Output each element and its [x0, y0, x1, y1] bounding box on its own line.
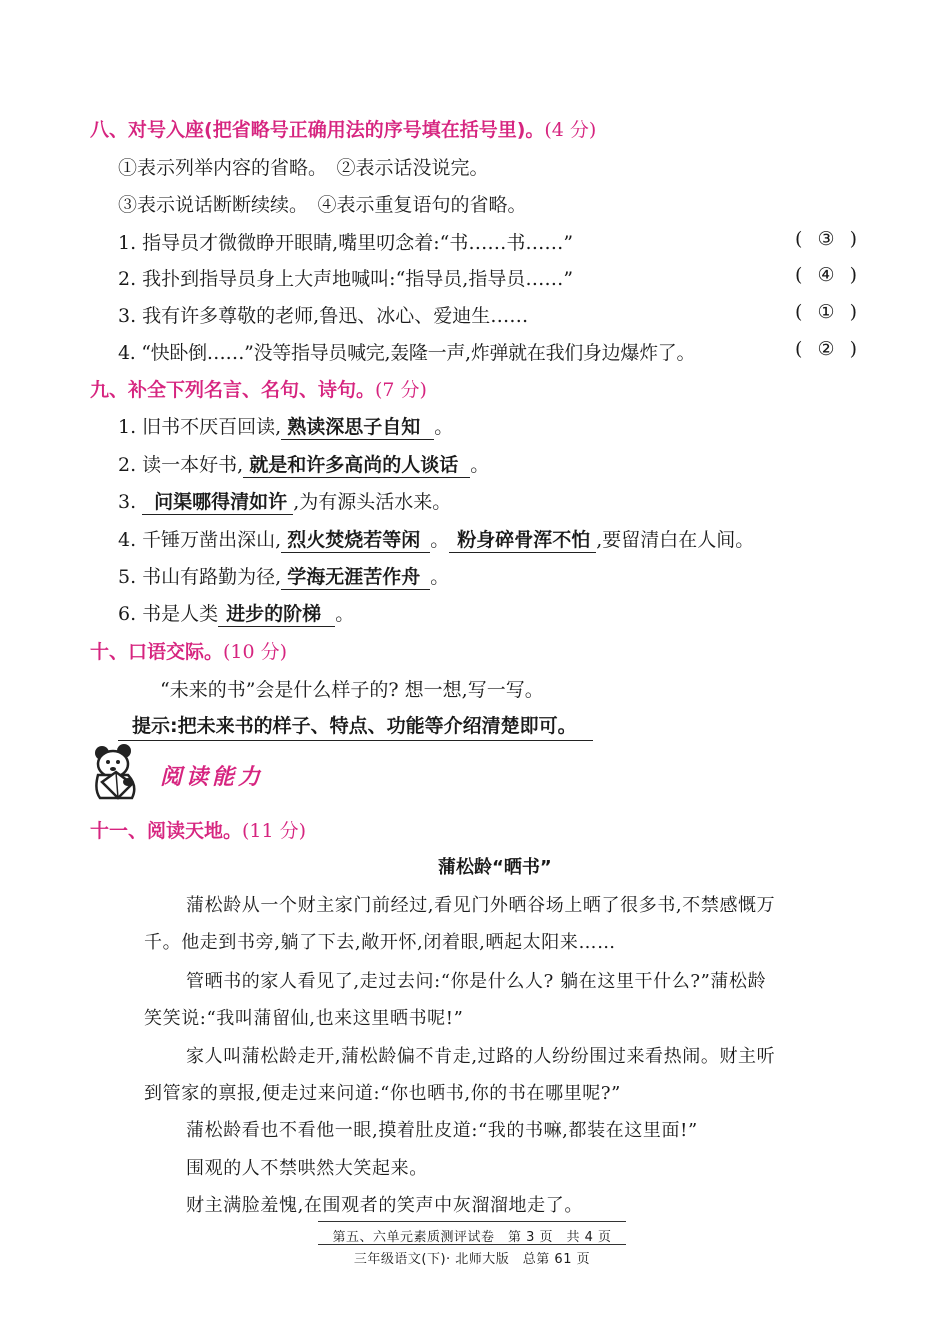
story-title: 蒲松龄“晒书” — [438, 857, 552, 878]
filled-answer: 烈火焚烧若等闲 — [281, 530, 430, 553]
section10-prompt: “未来的书”会是什么样子的? 想一想,写一写。 — [160, 679, 544, 701]
section8-item-4: 4. “快卧倒……”没等指导员喊完,轰隆一声,炸弹就在我们身边爆炸了。 — [118, 342, 696, 364]
paren-close: ) — [849, 228, 857, 250]
filled-answer: 进步的阶梯 — [218, 604, 335, 627]
section9-item-1 — [118, 412, 453, 440]
answer-paren-1 — [795, 228, 857, 250]
section9-item-5 — [118, 562, 449, 590]
section11-points: (11 分) — [242, 820, 307, 842]
paren-answer: ③ — [817, 228, 835, 250]
item-prefix: 5. 书山有路勤为径, — [118, 566, 282, 588]
section8-item-1: 1. 指导员才微微睁开眼睛,嘴里叨念着:“书……书……” — [118, 232, 574, 254]
item-suffix: 。 — [335, 603, 355, 625]
paren-answer: ② — [817, 338, 835, 360]
paren-close: ) — [849, 301, 857, 323]
footer-rule — [318, 1221, 626, 1222]
section10-hint-line — [118, 711, 593, 741]
answer-paren-2 — [795, 264, 857, 286]
story-line: 千。他走到书旁,躺了下去,敞开怀,闭着眼,晒起太阳来…… — [144, 932, 616, 953]
section8-heading — [90, 115, 596, 142]
section10-title: 十、口语交际。 — [90, 641, 224, 663]
section9-heading — [90, 375, 427, 402]
section8-item-2: 2. 我扑到指导员身上大声地喊叫:“指导员,指导员……” — [118, 268, 574, 290]
reading-ability-banner: 阅读能力 — [160, 765, 265, 790]
item-prefix: 6. 书是人类 — [118, 603, 219, 625]
paren-answer: ④ — [817, 264, 835, 286]
item-suffix: 。 — [434, 416, 454, 438]
section11-heading — [90, 816, 306, 843]
section8-options-row2: ③表示说话断断续续。 ④表示重复语句的省略。 — [118, 194, 527, 216]
filled-answer: 粉身碎骨浑不怕 — [449, 530, 596, 553]
paren-close: ) — [849, 338, 857, 360]
story-line: 蒲松龄从一个财主家门前经过,看见门外晒谷场上晒了很多书,不禁感慨万 — [186, 895, 776, 916]
item-suffix: ,要留清白在人间。 — [596, 529, 755, 551]
section9-points: (7 分) — [375, 379, 427, 401]
footer-divider — [318, 1244, 626, 1245]
paren-close: ) — [849, 264, 857, 286]
item-prefix: 1. 旧书不厌百回读, — [118, 416, 282, 438]
filled-answer: 熟读深思子自知 — [281, 417, 434, 440]
section8-points: (4 分) — [544, 119, 597, 141]
bear-reading-icon — [88, 742, 160, 802]
paren-open: ( — [795, 264, 803, 286]
story-line: 家人叫蒲松龄走开,蒲松龄偏不肯走,过路的人纷纷围过来看热闹。财主听 — [186, 1046, 776, 1067]
item-suffix: 。 — [470, 454, 490, 476]
section10-heading — [90, 637, 287, 664]
section10-hint: 提示:把未来书的样子、特点、功能等介绍清楚即可。 — [118, 711, 593, 741]
section8-item-3: 3. 我有许多尊敬的老师,鲁迅、冰心、爱迪生…… — [118, 305, 529, 327]
section8-options-row1: ①表示列举内容的省略。 ②表示话没说完。 — [118, 157, 489, 179]
story-line: 围观的人不禁哄然大笑起来。 — [186, 1158, 428, 1179]
paren-answer: ① — [817, 301, 835, 323]
section9-item-2 — [118, 450, 489, 478]
answer-paren-4 — [795, 338, 857, 360]
filled-answer: 就是和许多高尚的人谈话 — [243, 455, 470, 478]
paren-open: ( — [795, 228, 803, 250]
filled-answer: 问渠哪得清如许 — [142, 492, 293, 515]
section10-points: (10 分) — [223, 641, 288, 663]
story-line: 笑笑说:“我叫蒲留仙,也来这里晒书呢!” — [144, 1008, 464, 1029]
item-suffix: 。 — [430, 566, 450, 588]
answer-paren-3 — [795, 301, 857, 323]
story-line: 管晒书的家人看见了,走过去问:“你是什么人? 躺在这里干什么?”蒲松龄 — [186, 971, 767, 992]
filled-answer: 学海无涯苦作舟 — [281, 567, 430, 590]
footer-line1: 第五、六单元素质测评试卷 第 3 页 共 4 页 — [332, 1230, 612, 1245]
section9-item-3 — [118, 487, 451, 515]
story-line: 蒲松龄看也不看他一眼,摸着肚皮道:“我的书嘛,都装在这里面!” — [186, 1120, 698, 1141]
story-line: 财主满脸羞愧,在围观者的笑声中灰溜溜地走了。 — [186, 1195, 583, 1216]
story-line: 到管家的禀报,便走过来问道:“你也晒书,你的书在哪里呢?” — [144, 1083, 621, 1104]
item-mid: 。 — [430, 529, 450, 551]
footer-line2: 三年级语文(下)· 北师大版 总第 61 页 — [353, 1252, 591, 1267]
section9-title: 九、补全下列名言、名句、诗句。 — [90, 379, 376, 401]
item-suffix: ,为有源头活水来。 — [293, 491, 452, 513]
section9-item-6 — [118, 599, 354, 627]
item-prefix: 2. 读一本好书, — [118, 454, 244, 476]
section8-title: 八、对号入座 — [90, 119, 205, 141]
item-prefix: 3. — [118, 491, 143, 513]
section8-instruction: (把省略号正确用法的序号填在括号里)。 — [204, 119, 545, 141]
section9-item-4 — [118, 525, 754, 553]
paren-open: ( — [795, 301, 803, 323]
section11-title: 十一、阅读天地。 — [90, 820, 243, 842]
item-prefix: 4. 千锤万凿出深山, — [118, 529, 282, 551]
paren-open: ( — [795, 338, 803, 360]
